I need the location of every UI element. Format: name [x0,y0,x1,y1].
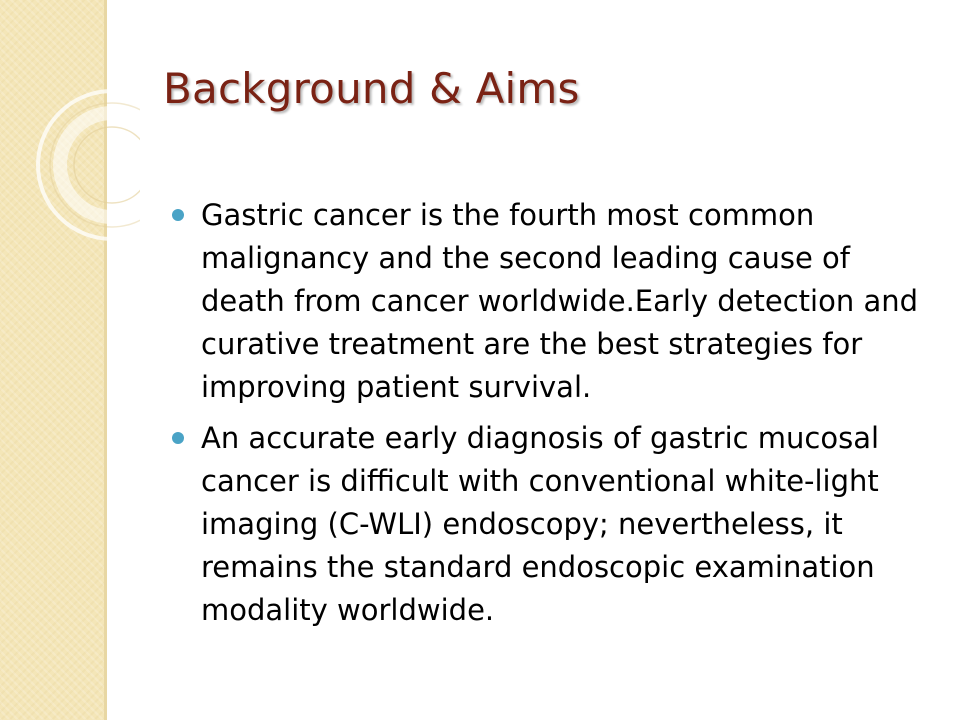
bullet-list [172,194,932,640]
bullet-item [172,417,932,632]
band-edge-divider [104,0,107,720]
bullet-item [172,194,932,409]
left-decorative-band [0,0,104,720]
bullet-dot-icon [172,432,184,444]
bullet-text: An accurate early diagnosis of gastric mucosal cancer is difficult with conventional white-light imaging (C-WLI) endoscopy; nevertheless, it remains the standard endoscopic examination modality worldwide. [201,421,880,627]
bullet-text: Gastric cancer is the fourth most common malignancy and the second leading cause of death from cancer worldwide.Early detection and curative treatment are the best strategies for improving patient survival. [201,198,918,404]
bullet-dot-icon [172,209,184,221]
slide-title: Background & Aims [163,64,580,113]
